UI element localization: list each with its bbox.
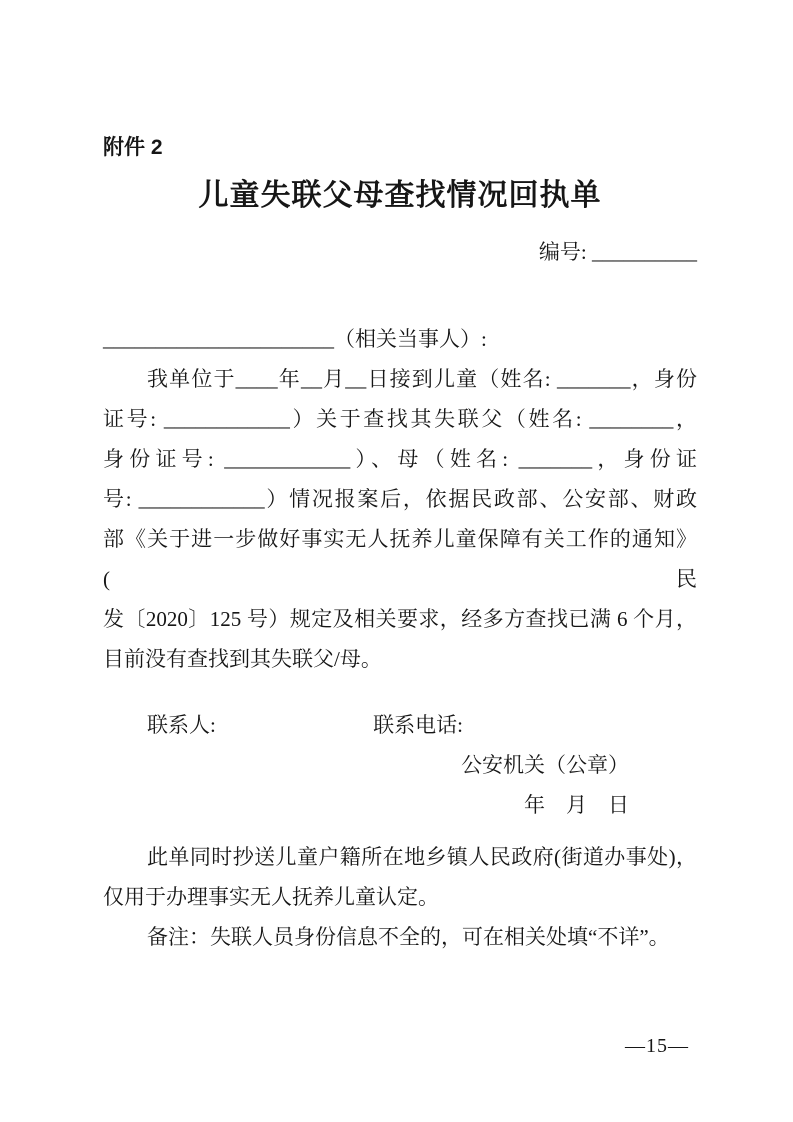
salutation-line: ______________________（相关当事人）: <box>103 327 487 351</box>
serial-number-line <box>103 238 697 266</box>
body-paragraph <box>103 319 697 679</box>
attachment-label: 附件 2 <box>103 136 163 159</box>
body-line-4: 号: ____________）情况报案后，依据民政部、公安部、财政 <box>103 487 697 511</box>
remark-line: 备注：失联人员身份信息不全的，可在相关处填“不详”。 <box>147 925 670 949</box>
body-line-2: 证号: ____________）关于查找其失联父（姓名: ________， <box>103 407 697 431</box>
notes-block <box>103 837 697 957</box>
body-line-7: 目前没有查找到其失联父/母。 <box>103 647 382 671</box>
signature-org: 公安机关（公章） <box>461 753 629 777</box>
body-line-1: 我单位于____年__月__日接到儿童（姓名: _______，身份 <box>147 367 697 391</box>
signature-date-line: 年 月 日 <box>524 793 629 817</box>
body-line-6: 发〔2020〕125 号）规定及相关要求，经多方查找已满 6 个月， <box>103 607 697 631</box>
body-line-3: 身份证号: ____________）、母（姓名: _______，身份证 <box>103 447 697 471</box>
cc-note-line-2: 仅用于办理事实无人抚养儿童认定。 <box>103 885 439 909</box>
page-number: —15— <box>625 1035 689 1057</box>
contact-person-label: 联系人: <box>147 713 216 737</box>
cc-note-line-1: 此单同时抄送儿童户籍所在地乡镇人民政府(街道办事处)， <box>147 845 697 869</box>
body-line-5: 部《关于进一步做好事实无人抚养儿童保障有关工作的通知》(民 <box>103 527 697 591</box>
serial-label: 编号: <box>538 240 592 264</box>
contact-phone-label: 联系电话: <box>373 713 463 737</box>
contact-line <box>103 705 697 745</box>
document-title: 儿童失联父母查找情况回执单 <box>198 179 602 212</box>
serial-blank-field: __________ <box>592 240 697 264</box>
